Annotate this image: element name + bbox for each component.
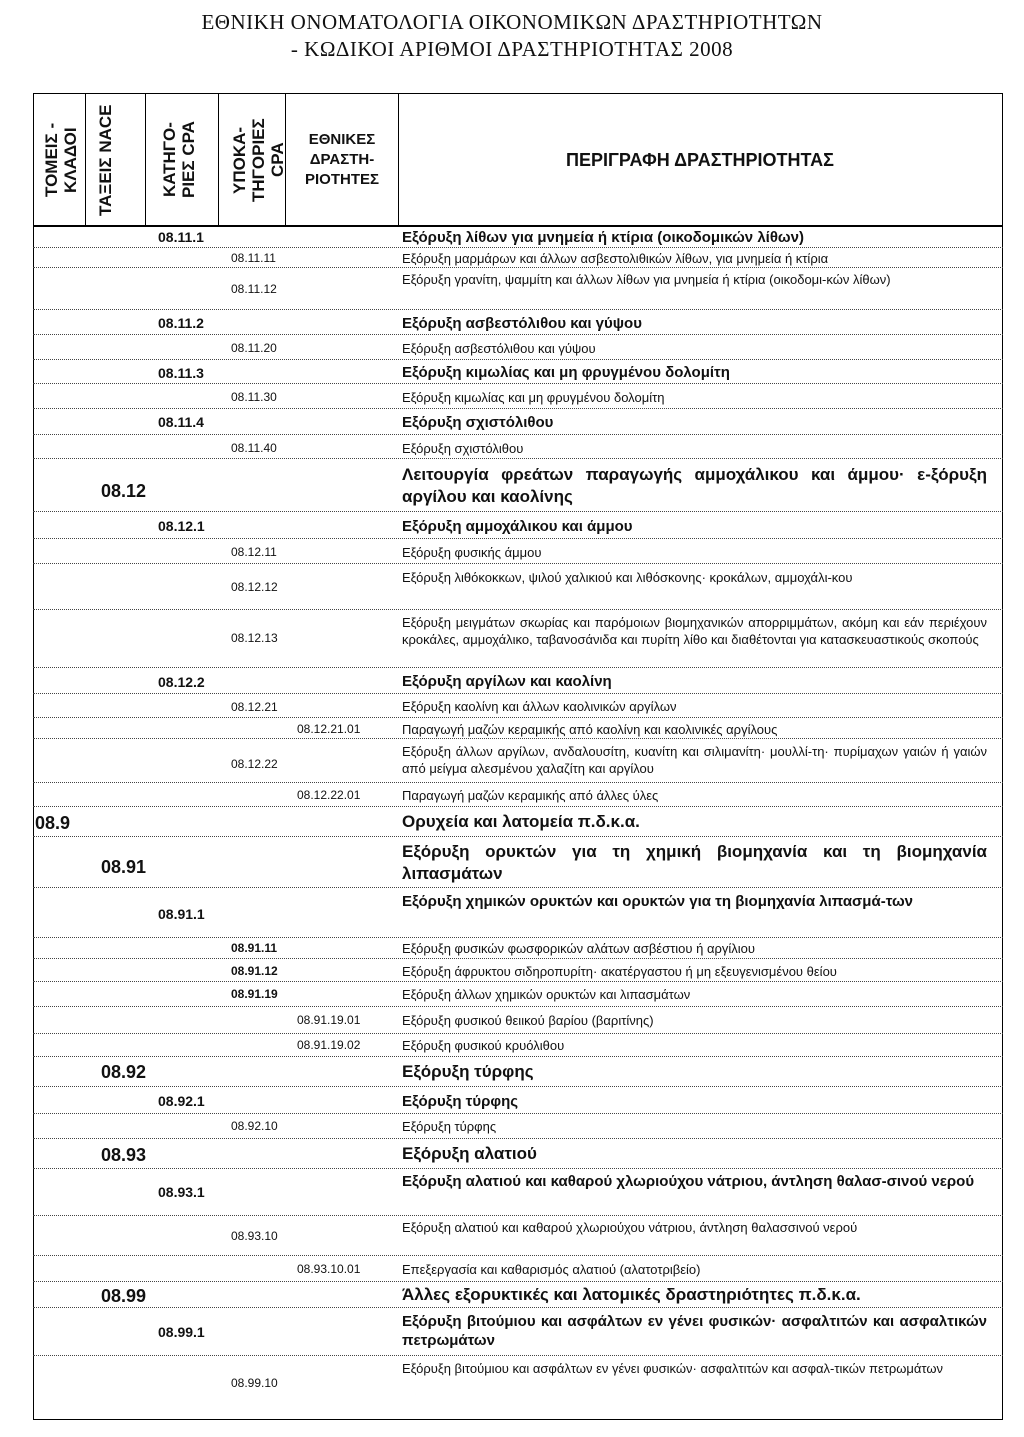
table-row — [33, 1256, 1003, 1282]
row-code: 08.91 — [101, 857, 147, 877]
header-sector: ΤΟΜΕΙΣ - ΚΛΑΔΟΙ — [42, 122, 80, 198]
table-row — [33, 959, 1003, 982]
table-row — [33, 360, 1003, 384]
row-description: Εξόρυξη φυσικών φωσφορικών αλάτων ασβέστιου ή αργίλιου — [402, 941, 755, 956]
row-description: Εξόρυξη σχιστόλιθου — [402, 441, 524, 456]
row-description: Ορυχεία και λατομεία π.δ.κ.α. — [402, 812, 640, 831]
row-description: Εξόρυξη άφρυκτου σιδηροπυρίτη· ακατέργαστου ή μη εξευγενισμένου θείου — [402, 964, 837, 979]
row-code: 08.93.10 — [231, 1229, 278, 1243]
row-code: 08.93.1 — [158, 1184, 205, 1200]
table-row — [33, 409, 1003, 435]
row-description: Εξόρυξη βιτούμιου και ασφάλτων εν γένει φυσικών· ασφαλτιτών και ασφαλ-τικών πετρωμάτων — [402, 1361, 944, 1376]
table-row — [33, 610, 1003, 668]
row-description: Εξόρυξη αλατιού — [402, 1144, 537, 1163]
row-code: 08.12 — [101, 481, 147, 501]
table-row — [33, 1087, 1003, 1114]
table-row — [33, 539, 1003, 564]
row-description: Εξόρυξη τύρφης — [402, 1119, 497, 1134]
row-code: 08.12.21.01 — [297, 722, 361, 736]
table-row — [33, 310, 1003, 335]
table-row — [33, 459, 1003, 512]
row-code: 08.12.22 — [231, 757, 278, 771]
row-description: Εξόρυξη ορυκτών για τη χημική βιομηχανία και τη βιομηχανία λιπασμάτων — [402, 842, 987, 883]
row-code: 08.11.2 — [158, 315, 204, 331]
table-row — [33, 1282, 1003, 1308]
table-row — [33, 694, 1003, 718]
table-row — [33, 335, 1003, 360]
row-code: 08.11.3 — [158, 365, 204, 381]
row-description: Εξόρυξη άλλων αργίλων, ανδαλουσίτη, κυανίτη και σιλιμανίτη· μουλλί-τη· πυρίμαχων γαιών ή γαιών από μείγμα αλεσμένου χαλαζίτη και αργίλου — [402, 744, 987, 776]
row-code: 08.91.1 — [158, 906, 205, 922]
table-row — [33, 1114, 1003, 1139]
document-title: ΕΘΝΙΚΗ ΟΝΟΜΑΤΟΛΟΓΙΑ ΟΙΚΟΝΟΜΙΚΩΝ ΔΡΑΣΤΗΡΙΟΤΗΤΩΝ — [201, 10, 823, 34]
row-code: 08.92.10 — [231, 1119, 278, 1133]
row-code: 08.92.1 — [158, 1093, 205, 1109]
table-row — [33, 1169, 1003, 1216]
row-description: Εξόρυξη μαρμάρων και άλλων ασβεστολιθικών λίθων, για μνημεία ή κτίρια — [402, 251, 829, 266]
table-row — [33, 1308, 1003, 1356]
row-code: 08.11.20 — [231, 341, 277, 355]
table-row — [33, 888, 1003, 938]
row-description: Εξόρυξη ασβεστόλιθου και γύψου — [402, 315, 642, 332]
row-description: Εξόρυξη φυσικού θειικού βαρίου (βαριτίνης) — [402, 1013, 654, 1028]
header-activity-description: ΠΕΡΙΓΡΑΦΗ ΔΡΑΣΤΗΡΙΟΤΗΤΑΣ — [566, 150, 834, 170]
row-code: 08.93 — [101, 1145, 147, 1165]
table-row — [33, 1139, 1003, 1169]
row-code: 08.91.11 — [231, 941, 278, 955]
row-description: Εξόρυξη σχιστόλιθου — [402, 414, 554, 431]
header-divider — [145, 94, 146, 225]
header-cpa-category: ΚΑΤΗΓΟ- ΡΙΕΣ CPA — [160, 121, 198, 199]
row-description: Εξόρυξη άλλων χημικών ορυκτών και λιπασμάτων — [402, 987, 691, 1002]
row-description: Εξόρυξη χημικών ορυκτών και ορυκτών για τη βιομηχανία λιπασμά-των — [402, 893, 913, 910]
row-description: Εξόρυξη ασβεστόλιθου και γύψου — [402, 341, 596, 356]
row-description: Λειτουργία φρεάτων παραγωγής αμμοχάλικου και άμμου· ε-ξόρυξη αργίλου και καολίνης — [402, 465, 987, 506]
table-row — [33, 1057, 1003, 1087]
row-description: Παραγωγή μαζών κεραμικής από καολίνη και καολινικές αργίλους — [402, 722, 778, 737]
row-description: Εξόρυξη φυσικού κρυόλιθου — [402, 1038, 565, 1053]
row-code: 08.12.2 — [158, 674, 205, 690]
row-code: 08.99 — [101, 1286, 147, 1306]
row-code: 08.99.1 — [158, 1324, 205, 1340]
row-code: 08.11.11 — [231, 251, 276, 265]
row-description: Άλλες εξορυκτικές και λατομικές δραστηριότητες π.δ.κ.α. — [402, 1285, 861, 1304]
header-national-activities: ΕΘΝΙΚΕΣ ΔΡΑΣΤΗ- ΡΙΟΤΗΤΕΣ — [304, 131, 379, 188]
table-row — [33, 1007, 1003, 1034]
row-code: 08.11.4 — [158, 414, 204, 430]
row-description: Εξόρυξη αργίλων και καολίνη — [402, 673, 612, 690]
row-code: 08.93.10.01 — [297, 1262, 361, 1276]
row-description: Εξόρυξη φυσικής άμμου — [402, 545, 542, 560]
table-row — [33, 512, 1003, 539]
row-code: 08.92 — [101, 1062, 147, 1082]
table-row — [33, 837, 1003, 888]
table-row — [33, 783, 1003, 807]
row-description: Εξόρυξη λιθόκοκκων, ψιλού χαλικιού και λιθόσκονης· κροκάλων, αμμοχάλι-κου — [402, 570, 853, 585]
table-row — [33, 982, 1003, 1007]
row-code: 08.11.40 — [231, 441, 277, 455]
table-row — [33, 227, 1003, 248]
row-description: Εξόρυξη γρανίτη, ψαμμίτη και άλλων λίθων για μνημεία ή κτίρια (οικοδομι-κών λίθων) — [402, 272, 891, 287]
table-row — [33, 739, 1003, 783]
row-description: Εξόρυξη λίθων για μνημεία ή κτίρια (οικοδομικών λίθων) — [402, 229, 804, 246]
row-code: 08.99.10 — [231, 1376, 278, 1390]
row-code: 08.91.19.02 — [297, 1038, 361, 1052]
row-description: Εξόρυξη τύρφης — [402, 1093, 519, 1110]
row-code: 08.12.21 — [231, 700, 278, 714]
header-divider — [218, 94, 219, 225]
table-row — [33, 718, 1003, 739]
table-row — [33, 564, 1003, 610]
row-description: Εξόρυξη κιμωλίας και μη φρυγμένου δολομίτη — [402, 364, 730, 381]
row-code: 08.9 — [35, 813, 71, 833]
row-code: 08.11.12 — [231, 282, 277, 296]
row-description: Εξόρυξη μειγμάτων σκωρίας και παρόμοιων βιομηχανικών απορριμμάτων, ακόμη και εάν περιέχουν κροκάλες, αμμοχάλικο, ταβανοσάνιδα και πυρίτη λίθο και διαθέτονται για κατασκευαστικούς σκοπούς — [402, 615, 987, 647]
document-subtitle: - ΚΩΔΙΚΟΙ ΑΡΙΘΜΟΙ ΔΡΑΣΤΗΡΙΟΤΗΤΑΣ 2008 — [290, 37, 734, 61]
row-code: 08.11.1 — [158, 229, 204, 245]
table-row — [33, 807, 1003, 837]
table-row — [33, 1356, 1003, 1402]
table-row — [33, 938, 1003, 959]
header-nace-class: ΤΑΞΕΙΣ NACE — [96, 104, 115, 216]
row-description: Εξόρυξη αλατιού και καθαρού χλωριούχου νάτριου, άντληση θαλασ-σινού νερού — [402, 1173, 975, 1190]
row-description: Εξόρυξη καολίνη και άλλων καολινικών αργίλων — [402, 699, 677, 714]
row-description: Εξόρυξη κιμωλίας και μη φρυγμένου δολομίτη — [402, 390, 665, 405]
row-code: 08.11.30 — [231, 390, 277, 404]
row-code: 08.12.13 — [231, 631, 278, 645]
row-code: 08.12.22.01 — [297, 788, 361, 802]
table-row — [33, 435, 1003, 459]
row-code: 08.91.12 — [231, 964, 278, 978]
table-row — [33, 1034, 1003, 1057]
row-code: 08.91.19 — [231, 987, 278, 1001]
header-divider — [398, 94, 399, 225]
table-row — [33, 1216, 1003, 1256]
row-description: Εξόρυξη αμμοχάλικου και άμμου — [402, 518, 633, 535]
table-row — [33, 384, 1003, 409]
table-row — [33, 668, 1003, 694]
row-description: Επεξεργασία και καθαρισμός αλατιού (αλατοτριβείο) — [402, 1262, 701, 1277]
header-divider — [85, 94, 86, 225]
header-cpa-subcategory: ΥΠΟΚΑ- ΤΗΓΟΡΙΕΣ CPA — [230, 118, 287, 202]
row-code: 08.12.11 — [231, 545, 277, 559]
table-row — [33, 248, 1003, 268]
row-description: Παραγωγή μαζών κεραμικής από άλλες ύλες — [402, 788, 659, 803]
row-code: 08.12.1 — [158, 518, 205, 534]
row-description: Εξόρυξη τύρφης — [402, 1062, 534, 1081]
row-code: 08.12.12 — [231, 580, 278, 594]
row-description: Εξόρυξη βιτούμιου και ασφάλτων εν γένει φυσικών· ασφαλτιτών και ασφαλτικών πετρωμάτων — [402, 1313, 987, 1349]
table-row — [33, 268, 1003, 310]
row-code: 08.91.19.01 — [297, 1013, 361, 1027]
row-description: Εξόρυξη αλατιού και καθαρού χλωριούχου νάτριου, άντληση θαλασσινού νερού — [402, 1220, 858, 1235]
